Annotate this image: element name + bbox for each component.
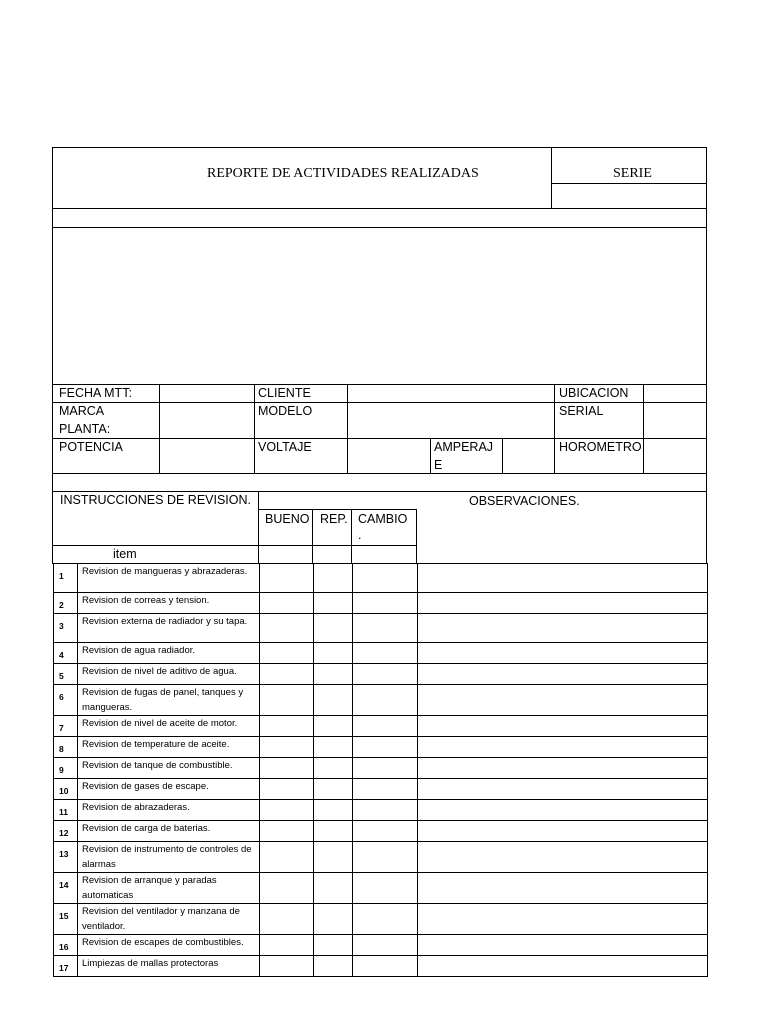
cambio-label-line2: . (358, 528, 362, 542)
table-row (54, 614, 708, 643)
item-description-cell (78, 935, 260, 956)
rep-cell[interactable] (314, 593, 353, 614)
rep-cell[interactable] (314, 842, 353, 873)
checklist-subheader-line (258, 509, 416, 510)
table-row (54, 664, 708, 685)
item-description-cell (78, 779, 260, 800)
observaciones-cell[interactable] (418, 716, 708, 737)
cambio-cell[interactable] (353, 821, 418, 842)
fecha-label: FECHA MTT: (59, 386, 132, 400)
item-description: Revision de nivel de aditivo de agua. (82, 666, 237, 677)
table-row (54, 935, 708, 956)
cambio-cell[interactable] (353, 664, 418, 685)
item-number: 12 (59, 828, 69, 838)
item-number: 13 (59, 849, 69, 859)
item-number: 16 (59, 942, 69, 952)
item-number: 17 (59, 963, 69, 973)
item-number: 8 (59, 744, 64, 754)
bueno-cell[interactable] (260, 643, 314, 664)
table-row (54, 821, 708, 842)
cambio-cell[interactable] (353, 800, 418, 821)
observaciones-cell[interactable] (418, 593, 708, 614)
marca-label-line1: MARCA (59, 404, 105, 418)
amperaje-label-line1: AMPERAJ (434, 440, 494, 454)
item-description-cell (78, 842, 260, 873)
rep-cell[interactable] (314, 737, 353, 758)
bueno-cell[interactable] (260, 779, 314, 800)
spacer-row-2 (52, 473, 707, 492)
item-description-cell (78, 643, 260, 664)
marca-field[interactable] (160, 403, 254, 438)
item-number: 5 (59, 671, 64, 681)
rep-cell[interactable] (314, 664, 353, 685)
item-description-cell (78, 800, 260, 821)
cambio-cell[interactable] (353, 643, 418, 664)
item-description: Revision de tanque de combustible. (82, 760, 233, 771)
item-description: Revision de fugas de panel, tanques y mangueras. (82, 687, 244, 713)
amperaje-field[interactable] (503, 439, 554, 473)
rep-cell[interactable] (314, 779, 353, 800)
bueno-cell[interactable] (260, 564, 314, 593)
item-number-cell (54, 821, 78, 842)
item-number-cell (54, 873, 78, 904)
fecha-field[interactable] (160, 385, 254, 402)
item-description-cell (78, 956, 260, 977)
item-number-cell (54, 643, 78, 664)
item-number-cell (54, 564, 78, 593)
item-description: Revision de mangueras y abrazaderas. (82, 566, 248, 577)
item-number: 10 (59, 786, 69, 796)
observaciones-cell[interactable] (418, 821, 708, 842)
item-number: 15 (59, 911, 69, 921)
observaciones-cell[interactable] (418, 758, 708, 779)
info-col-line-2 (254, 384, 255, 474)
item-number: 6 (59, 692, 64, 702)
item-description: Revision de instrumento de controles de alarmas (82, 844, 252, 870)
serie-label: SERIE (613, 166, 652, 181)
observaciones-cell[interactable] (418, 664, 708, 685)
bueno-cell[interactable] (260, 664, 314, 685)
checklist-col-rep (312, 509, 313, 564)
item-description-cell (78, 758, 260, 779)
rep-cell[interactable] (314, 758, 353, 779)
item-number-cell (54, 716, 78, 737)
cambio-cell[interactable] (353, 758, 418, 779)
modelo-label: MODELO (258, 404, 313, 418)
item-number: 11 (59, 807, 68, 817)
item-description-cell (78, 716, 260, 737)
item-number: 4 (59, 650, 64, 660)
bueno-label: BUENO (265, 512, 310, 526)
info-col-line-6 (554, 384, 555, 474)
table-row (54, 800, 708, 821)
rep-cell[interactable] (314, 873, 353, 904)
notes-area[interactable] (52, 227, 707, 385)
bueno-cell[interactable] (260, 758, 314, 779)
rep-label: REP. (320, 512, 348, 526)
rep-cell[interactable] (314, 564, 353, 593)
item-number-cell (54, 956, 78, 977)
cliente-field[interactable] (348, 385, 554, 402)
item-number-cell (54, 593, 78, 614)
item-number-cell (54, 842, 78, 873)
item-number-cell (54, 614, 78, 643)
horometro-label: HOROMETRO (559, 440, 642, 454)
voltaje-label: VOLTAJE (258, 440, 312, 454)
table-row (54, 904, 708, 935)
item-number-cell (54, 935, 78, 956)
item-description: Revision de correas y tension. (82, 595, 210, 606)
item-number-cell (54, 685, 78, 716)
observaciones-cell[interactable] (418, 935, 708, 956)
observaciones-cell[interactable] (418, 685, 708, 716)
item-description: Revision externa de radiador y su tapa. (82, 616, 248, 627)
table-row (54, 873, 708, 904)
rep-cell[interactable] (314, 956, 353, 977)
table-row (54, 842, 708, 873)
item-description-cell (78, 873, 260, 904)
horometro-field[interactable] (644, 439, 706, 473)
spacer-row (52, 208, 707, 228)
item-number: 9 (59, 765, 64, 775)
item-description-cell (78, 664, 260, 685)
item-description: Revision de gases de escape. (82, 781, 209, 792)
amperaje-label-line2: E (434, 458, 443, 472)
rep-cell[interactable] (314, 800, 353, 821)
item-description: Revision del ventilador y manzana de ventilador. (82, 906, 240, 932)
observaciones-cell[interactable] (418, 614, 708, 643)
item-number-cell (54, 800, 78, 821)
cambio-cell[interactable] (353, 935, 418, 956)
item-description: Revision de arranque y paradas automaticas (82, 875, 217, 901)
checklist-table (53, 563, 708, 977)
observaciones-cell[interactable] (418, 643, 708, 664)
rep-cell[interactable] (314, 716, 353, 737)
item-number-cell (54, 758, 78, 779)
item-description-cell (78, 685, 260, 716)
cambio-cell[interactable] (353, 737, 418, 758)
cambio-cell[interactable] (353, 716, 418, 737)
item-number: 1 (59, 571, 64, 581)
instrucciones-label: INSTRUCCIONES DE REVISION. (60, 493, 251, 507)
potencia-field[interactable] (160, 439, 254, 473)
bueno-cell[interactable] (260, 716, 314, 737)
table-row (54, 779, 708, 800)
item-number-cell (54, 779, 78, 800)
rep-cell[interactable] (314, 904, 353, 935)
table-row (54, 593, 708, 614)
item-description-cell (78, 564, 260, 593)
item-number-cell (54, 737, 78, 758)
cambio-cell[interactable] (353, 593, 418, 614)
rep-cell[interactable] (314, 821, 353, 842)
item-number-cell (54, 664, 78, 685)
serial-label: SERIAL (559, 404, 604, 418)
cliente-label: CLIENTE (258, 386, 311, 400)
bueno-cell[interactable] (260, 873, 314, 904)
observaciones-cell[interactable] (418, 779, 708, 800)
marca-label-line2: PLANTA: (59, 422, 111, 436)
item-description-cell (78, 904, 260, 935)
observaciones-label: OBSERVACIONES. (469, 494, 580, 508)
bueno-cell[interactable] (260, 842, 314, 873)
observaciones-cell[interactable] (418, 842, 708, 873)
info-col-line-4 (430, 438, 431, 474)
observaciones-cell[interactable] (418, 873, 708, 904)
item-description: Revision de agua radiador. (82, 645, 196, 656)
voltaje-field[interactable] (348, 439, 430, 473)
item-description: Revision de abrazaderas. (82, 802, 190, 813)
observaciones-cell[interactable] (418, 956, 708, 977)
bueno-cell[interactable] (260, 904, 314, 935)
observaciones-cell[interactable] (418, 904, 708, 935)
report-title: REPORTE DE ACTIVIDADES REALIZADAS (207, 166, 479, 181)
rep-cell[interactable] (314, 614, 353, 643)
bueno-cell[interactable] (260, 593, 314, 614)
bueno-cell[interactable] (260, 821, 314, 842)
bueno-cell[interactable] (260, 737, 314, 758)
observaciones-cell[interactable] (418, 800, 708, 821)
cambio-cell[interactable] (353, 904, 418, 935)
item-description-cell (78, 737, 260, 758)
table-row (54, 956, 708, 977)
cambio-cell[interactable] (353, 842, 418, 873)
bueno-cell[interactable] (260, 800, 314, 821)
bueno-cell[interactable] (260, 935, 314, 956)
checklist-col-obs (416, 509, 417, 564)
item-description-cell (78, 593, 260, 614)
rep-cell[interactable] (314, 685, 353, 716)
table-row (54, 643, 708, 664)
item-description: Revision de nivel de aceite de motor. (82, 718, 238, 729)
item-label: item (113, 547, 137, 561)
item-description-cell (78, 614, 260, 643)
item-description-cell (78, 821, 260, 842)
cambio-label-line1: CAMBIO (358, 512, 408, 526)
table-row (54, 564, 708, 593)
item-number-cell (54, 904, 78, 935)
rep-cell[interactable] (314, 935, 353, 956)
checklist-item-line (52, 545, 416, 546)
cambio-cell[interactable] (353, 873, 418, 904)
cambio-cell[interactable] (353, 779, 418, 800)
observaciones-cell[interactable] (418, 737, 708, 758)
rep-cell[interactable] (314, 643, 353, 664)
item-description: Revision de temperature de aceite. (82, 739, 230, 750)
cambio-cell[interactable] (353, 685, 418, 716)
item-number: 3 (59, 621, 64, 631)
table-row (54, 737, 708, 758)
item-description: Revision de escapes de combustibles. (82, 937, 244, 948)
bueno-cell[interactable] (260, 614, 314, 643)
cambio-cell[interactable] (353, 564, 418, 593)
observaciones-cell[interactable] (418, 564, 708, 593)
cambio-cell[interactable] (353, 614, 418, 643)
bueno-cell[interactable] (260, 956, 314, 977)
table-row (54, 716, 708, 737)
item-description: Limpiezas de mallas protectoras (82, 958, 219, 969)
serie-value-field[interactable] (552, 184, 706, 208)
ubicacion-field[interactable] (644, 385, 706, 402)
item-description: Revision de carga de baterias. (82, 823, 211, 834)
potencia-label: POTENCIA (59, 440, 123, 454)
modelo-field[interactable] (348, 403, 554, 438)
table-row (54, 685, 708, 716)
item-number: 7 (59, 723, 64, 733)
item-number: 14 (59, 880, 69, 890)
ubicacion-label: UBICACION (559, 386, 629, 400)
table-row (54, 758, 708, 779)
checklist-header-split (258, 491, 259, 564)
checklist-col-cambio (351, 509, 352, 564)
serial-field[interactable] (644, 403, 706, 438)
cambio-cell[interactable] (353, 956, 418, 977)
item-number: 2 (59, 600, 64, 610)
bueno-cell[interactable] (260, 685, 314, 716)
